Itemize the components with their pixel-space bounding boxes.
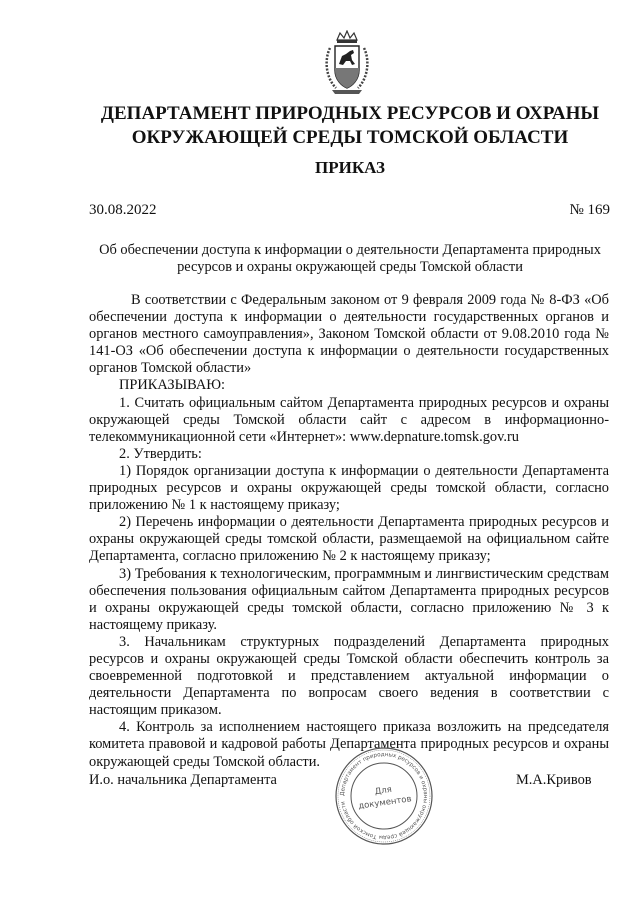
order-date: 30.08.2022 (89, 202, 157, 218)
signer-name: М.А.Кривов (516, 772, 592, 788)
order-subject-line2: ресурсов и охраны окружающей среды Томской области (177, 259, 523, 275)
stamp-line2: документов (357, 794, 413, 812)
order-word: ПРИКАЗЫВАЮ: (119, 377, 226, 394)
tomsk-coat-of-arms-icon (322, 30, 372, 96)
department-name (60, 102, 640, 150)
order-number: № 169 (569, 202, 610, 218)
document-type: ПРИКАЗ (315, 158, 385, 177)
stamp-line1: Для (374, 784, 393, 798)
order-subject (90, 242, 610, 276)
signer-position: И.о. начальника Департамента (89, 772, 277, 788)
item-2-1-paragraph: 1) Порядок организации доступа к информации о деятельности Департамента природных ресурсов и охраны окружающей среды томской области, согласно приложению № 1 к настоящему приказу; (89, 462, 609, 514)
item-2-paragraph: 2. Утвердить: (119, 445, 202, 462)
order-body (89, 292, 609, 771)
order-subject-line1: Об обеспечении доступа к информации о деятельности Департамента природных (99, 242, 601, 258)
item-3-paragraph: 3. Начальникам структурных подразделений Департамента природных ресурсов и охраны окружающей среды Томской области обеспечить контроль за своевременной подготовкой и представлением актуальной информации о деятельности Департамента по вопросам своего ведения в соответствии с настоящим приказом. (89, 633, 609, 719)
department-name-line2: ОКРУЖАЮЩЕЙ СРЕДЫ ТОМСКОЙ ОБЛАСТИ (131, 127, 569, 148)
item-1-paragraph: 1. Считать официальным сайтом Департамента природных ресурсов и охраны окружающей среды Томской области сайт с адресом в информационно-телекоммуникационной сети «Интернет»: www.depnature.tomsk.gov.ru (89, 394, 609, 445)
item-2-2-paragraph: 2) Перечень информации о деятельности Департамента природных ресурсов и охраны окружающей среды томской области, размещаемой на официальном сайте Департамента, согласно приложению № 2 к настоящему приказу; (89, 514, 609, 565)
preamble-paragraph: В соответствии с Федеральным законом от 9 февраля 2009 года № 8-ФЗ «Об обеспечении доступа к информации о деятельности государственных органов и органов местного самоуправления», Законом Томской области от 9.08.2010 года № 141-ОЗ «Об обеспечении доступа к информации о деятельности государственных органов Томской области» (89, 292, 609, 377)
item-4-paragraph: 4. Контроль за исполнением настоящего приказа возложить на председателя комитета правовой и кадровой работы Департамента природных ресурсов и охраны окружающей среды Томской области. (89, 719, 609, 770)
stamp-ring-text: Департамент природных ресурсов и охраны окружающей среды Томской области (339, 751, 429, 841)
department-name-line1: ДЕПАРТАМЕНТ ПРИРОДНЫХ РЕСУРСОВ И ОХРАНЫ (100, 103, 600, 124)
item-2-3-paragraph: 3) Требования к технологическим, программным и лингвистическим средствам обеспечения пользования официальным сайтом Департамента природных ресурсов и охраны окружающей среды томской области, согласно приложению № 3 к настоящему приказу. (89, 565, 609, 633)
stamp-seal-icon (334, 746, 434, 846)
